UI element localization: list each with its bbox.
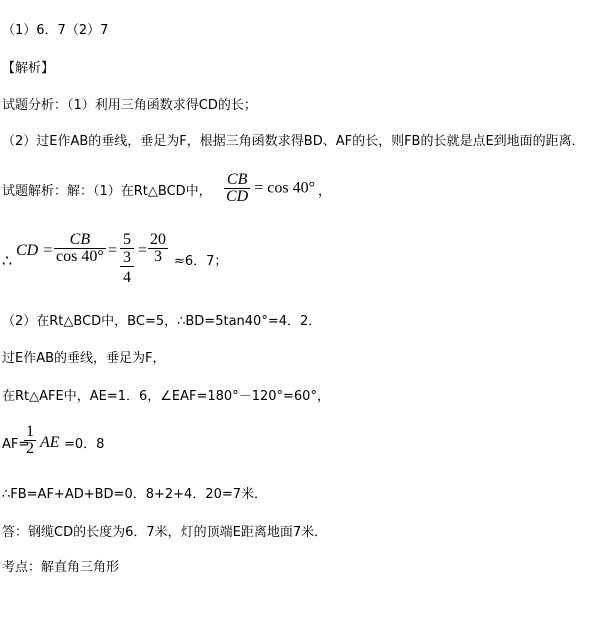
analysis-step-1: 试题分析：（1）利用三角函数求得CD的长； <box>2 98 257 113</box>
equals-sign: = <box>108 242 118 259</box>
af-prefix: AF= <box>2 437 30 452</box>
nested-mid: 3 <box>120 250 134 267</box>
nested-fraction <box>120 232 134 286</box>
nested-bot: 4 <box>123 269 131 286</box>
fraction-denominator: CD <box>226 188 249 205</box>
answer-sentence: 答：钢缆CD的长度为6．7米，灯的顶端E距离地面7米． <box>2 525 328 540</box>
answer-line: （1）6．7（2）7 <box>2 23 109 38</box>
perpendicular-line: 过E作AB的垂线，垂足为F， <box>2 351 166 366</box>
kaodian-line: 考点：解直角三角形 <box>2 560 120 575</box>
afe-line: 在Rt△AFE中，AE=1．6，∠EAF=180°－120°=60°， <box>2 389 330 404</box>
cd-lhs: CD = <box>16 242 54 259</box>
fraction-one-half <box>24 424 36 457</box>
part-2-line: （2）在Rt△BCD中，BC=5，∴BD=5tan40°=4．2． <box>2 314 322 329</box>
ae-variable: AE <box>40 434 60 451</box>
fraction-numerator: 1 <box>26 423 34 440</box>
fraction-denominator: 3 <box>154 248 162 265</box>
equation-1-tail: ， <box>318 184 332 199</box>
solution-intro: 试题解析：解：（1）在Rt△BCD中， <box>2 184 212 199</box>
equals-sign-2: = <box>138 242 148 259</box>
fraction-numerator: CB <box>54 232 106 249</box>
analysis-step-2: （2）过E作AB的垂线，垂足为F，根据三角函数求得BD、AF的长，则FB的长就是点E到地面的距离． <box>2 134 585 149</box>
fraction-denominator: 2 <box>26 440 34 457</box>
equation-1-rhs: = cos 40° <box>254 179 315 197</box>
fb-line: ∴FB=AF+AD+BD=0．8+2+4．20=7米． <box>2 487 268 502</box>
fraction-cb-cd <box>224 172 250 205</box>
fraction-20-3 <box>148 232 168 265</box>
analysis-heading: 【解析】 <box>2 61 55 76</box>
fraction-numerator: CB <box>224 172 250 189</box>
af-suffix: =0．8 <box>64 437 105 452</box>
nested-top: 5 <box>120 232 134 249</box>
fraction-cb-cos40 <box>54 232 106 265</box>
fraction-numerator: 20 <box>150 231 166 248</box>
therefore-symbol: ∴ <box>2 253 13 270</box>
equation-1 <box>224 172 315 205</box>
fraction-denominator: cos 40° <box>56 248 104 265</box>
approx-value: ≈6．7； <box>174 254 228 269</box>
